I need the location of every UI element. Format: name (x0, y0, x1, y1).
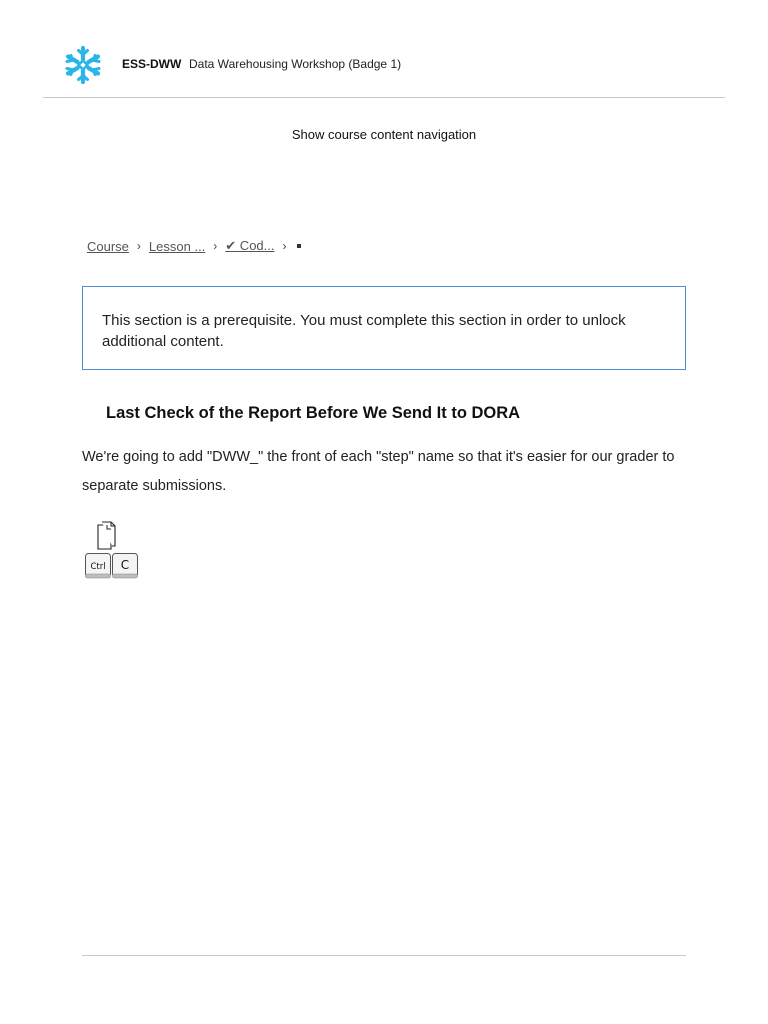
chevron-right-icon: › (213, 239, 218, 253)
copy-paste-icon[interactable] (84, 521, 142, 581)
breadcrumb-course[interactable]: Course (87, 238, 129, 254)
ctrl-key-label: Ctrl (90, 562, 106, 572)
breadcrumb-lesson[interactable]: Lesson ... (148, 238, 206, 254)
show-course-navigation-link[interactable]: Show course content navigation (291, 127, 477, 142)
course-name: Data Warehousing Workshop (Badge 1) (189, 57, 402, 71)
course-header (43, 40, 725, 98)
divider (82, 955, 686, 956)
chevron-right-icon: › (282, 239, 287, 253)
section-title: Last Check of the Report Before We Send It to DORA (106, 404, 521, 422)
chevron-right-icon: › (136, 239, 141, 253)
breadcrumb-topic[interactable]: ✔ Cod... (225, 238, 275, 253)
prerequisite-text: This section is a prerequisite. You must complete this section in order to unlock additional content. (102, 312, 626, 350)
snowflake-icon[interactable] (62, 44, 104, 86)
breadcrumb-current-marker (297, 244, 301, 248)
prerequisite-notice (82, 286, 686, 370)
breadcrumb (87, 237, 301, 255)
course-code: ESS-DWW (122, 57, 182, 71)
section-body: We're going to add "DWW_" the front of each "step" name so that it's easier for our grader to separate submissions. (82, 449, 675, 494)
c-key-label: C (120, 558, 130, 572)
